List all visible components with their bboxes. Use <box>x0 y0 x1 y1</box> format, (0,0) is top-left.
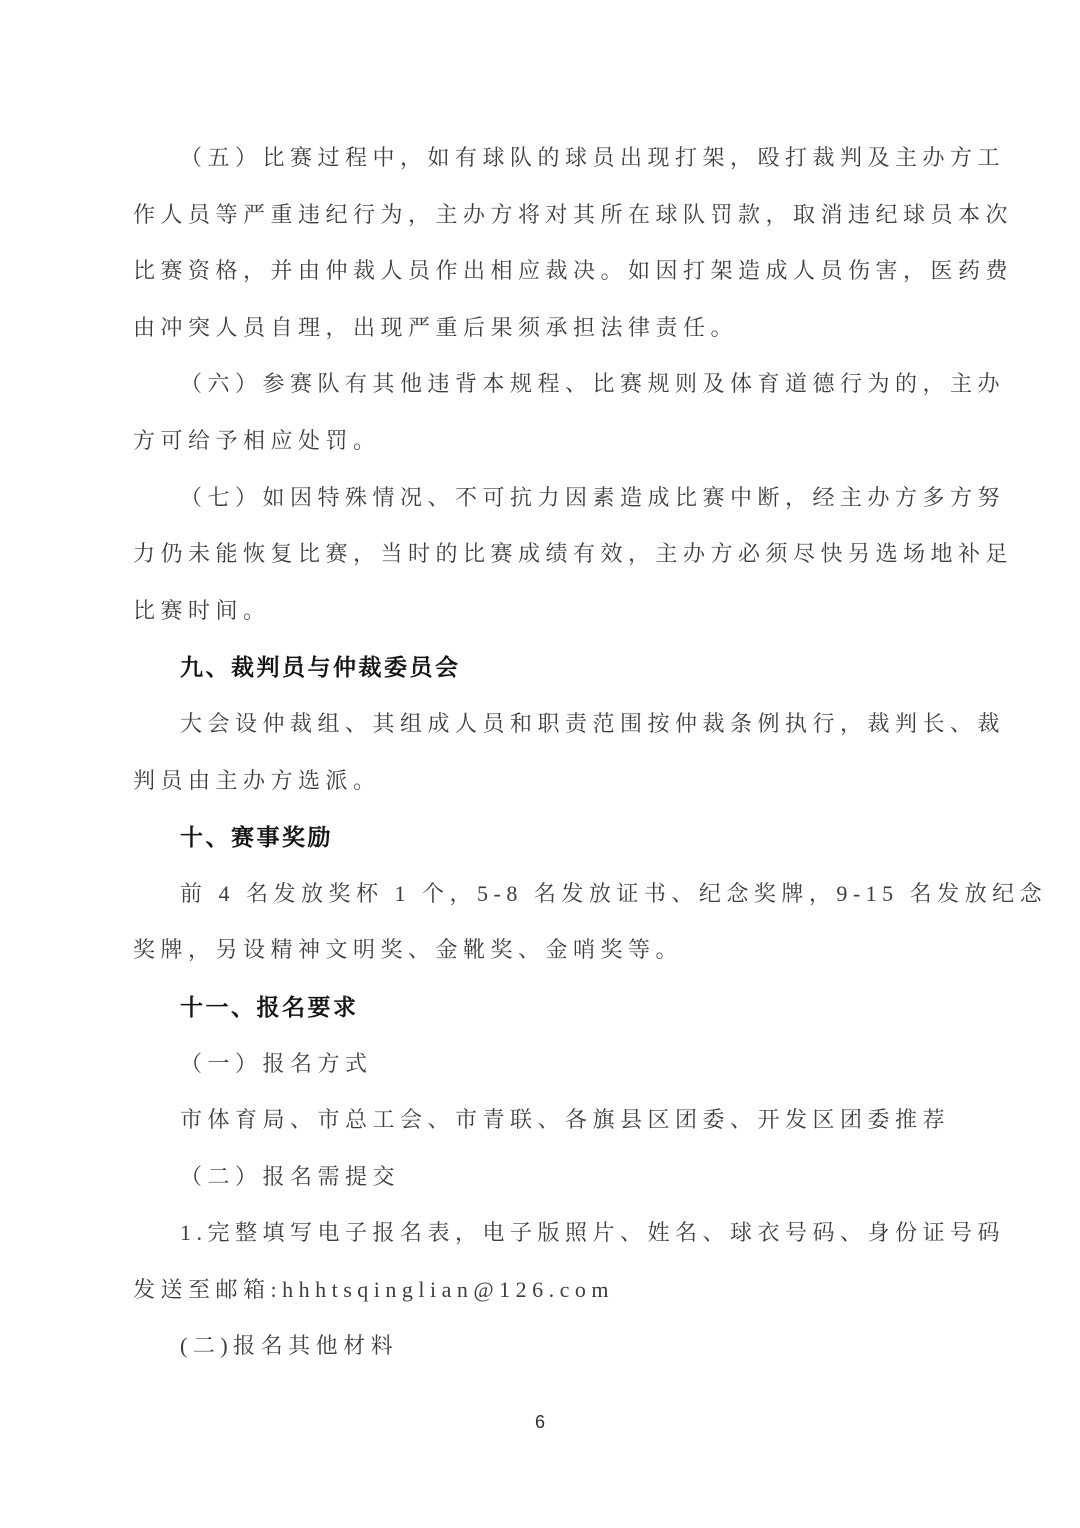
registration-method-heading: （一）报名方式 <box>180 1050 373 1076</box>
clause-7-line: （七）如因特殊情况、不可抗力因素造成比赛中断，经主办方多方努 <box>180 484 1006 510</box>
section-heading-awards: 十、赛事奖励 <box>180 824 333 851</box>
clause-5-line: 作人员等严重违纪行为，主办方将对其所在球队罚款，取消违纪球员本次 <box>133 201 1014 227</box>
email-text: 发送至邮箱:hhhtsqinglian@126.com <box>133 1276 615 1302</box>
clause-6-line: 方可给予相应处罚。 <box>133 427 381 453</box>
clause-7-line: 力仍未能恢复比赛，当时的比赛成绩有效，主办方必须尽快另选场地补足 <box>133 541 1014 567</box>
clause-6-line: （六）参赛队有其他违背本规程、比赛规则及体育道德行为的，主办 <box>180 371 1006 397</box>
clause-5-line: 由冲突人员自理，出现严重后果须承担法律责任。 <box>133 314 739 340</box>
registration-other-materials-heading: (二)报名其他材料 <box>180 1333 399 1359</box>
clause-5-line: 比赛资格，并由仲裁人员作出相应裁决。如因打架造成人员伤害，医药费 <box>133 258 1014 284</box>
section-heading-referees: 九、裁判员与仲裁委员会 <box>180 654 461 681</box>
clause-7-line: 比赛时间。 <box>133 597 271 623</box>
referees-paragraph-line: 判员由主办方选派。 <box>133 767 381 793</box>
clause-5-line: （五）比赛过程中，如有球队的球员出现打架，殴打裁判及主办方工 <box>180 145 1006 170</box>
page-number: 6 <box>534 1412 545 1432</box>
document-body <box>133 130 1048 1375</box>
awards-paragraph-line: 奖牌，另设精神文明奖、金靴奖、金哨奖等。 <box>133 937 684 963</box>
registration-method-line: 市体育局、市总工会、市青联、各旗县区团委、开发区团委推荐 <box>180 1107 951 1133</box>
awards-paragraph-line: 前 4 名发放奖杯 1 个，5-8 名发放证书、纪念奖牌，9-15 名发放纪念 <box>180 880 1048 906</box>
section-heading-registration: 十一、报名要求 <box>180 993 359 1020</box>
registration-submit-line: 1.完整填写电子报名表，电子版照片、姓名、球衣号码、身份证号码 <box>180 1220 1006 1246</box>
registration-submit-heading: （二）报名需提交 <box>180 1163 401 1189</box>
referees-paragraph-line: 大会设仲裁组、其组成人员和职责范围按仲裁条例执行，裁判长、裁 <box>180 710 1006 736</box>
